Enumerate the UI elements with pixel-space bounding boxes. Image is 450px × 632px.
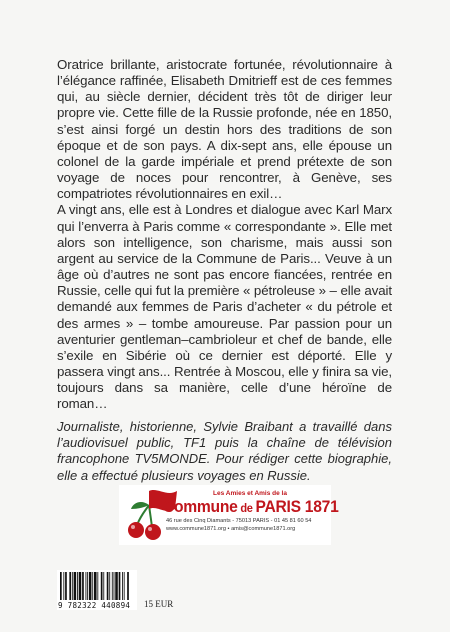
back-cover-blurb <box>57 57 392 412</box>
barcode-bar <box>114 572 115 600</box>
logo-name-de: de <box>237 501 256 515</box>
barcode-bar <box>94 572 97 600</box>
barcode-bar <box>63 572 64 600</box>
barcode-bar <box>74 572 77 600</box>
logo-name <box>163 497 339 517</box>
barcode-bar <box>122 572 123 600</box>
logo-name-paris: PARIS <box>255 497 301 516</box>
barcode-bar <box>69 572 71 600</box>
barcode-bar <box>127 572 129 600</box>
barcode-bar <box>60 572 62 600</box>
barcode-bar <box>124 572 125 600</box>
logo-name-commune: Commune <box>163 497 238 516</box>
price-label: 15 EUR <box>144 599 174 609</box>
barcode-bar <box>92 572 93 600</box>
barcode-bar <box>82 572 84 600</box>
logo-tagline: Les Amies et Amis de la <box>213 490 287 497</box>
barcode-bar <box>72 572 73 600</box>
barcode-bars <box>57 570 137 600</box>
barcode-bar <box>89 572 92 600</box>
logo-address: 46 rue des Cinq Diamants - 75013 PARIS - 01 45 81 60 54 <box>166 518 312 524</box>
logo-name-year: 1871 <box>300 497 339 516</box>
blurb-paragraph: A vingt ans, elle est à Londres et dialogue avec Karl Marx qui l’enverra à Paris comme « correspondante ». Elle met alors son intelligence, son charisme, mais aussi son argent au service de la Commune de Paris... Veuve à un âge où d’autres ne sont pas encore fiancées, rentrée en Russie, celle qui fut la première « pétroleuse » – elle avait demandé aux femmes de Paris d’acheter « du pétrole et des armes » – tombe amoureuse. Par passion pour un aventurier gentleman–cambrioleur et chef de bande, elle s’exile en Sibérie où ce dernier est déporté. Elle y passera vingt ans... Rentrée à Moscou, elle y finira sa vie, toujours dans sa manière, celle d’une héroïne de roman… <box>57 202 392 412</box>
barcode-bar <box>115 572 118 600</box>
author-bio: Journaliste, historienne, Sylvie Braibant a travaillé dans l’audiovisuel public, TF1 puis la chaîne de télévision francophone TV5MONDE. Pour rédiger cette biographie, elle a effectué plusieurs voyages en Russie. <box>57 419 392 483</box>
barcode-bar <box>103 572 104 600</box>
barcode-bar <box>87 572 88 600</box>
publisher-logo <box>119 485 339 545</box>
isbn-digits: 9 782322 440894 <box>58 601 131 610</box>
barcode-bar <box>97 572 98 600</box>
barcode-bar <box>107 572 109 600</box>
barcode-bar <box>65 572 67 600</box>
barcode-bar <box>79 572 82 600</box>
barcode-bar <box>119 572 121 600</box>
barcode-bar <box>101 572 103 600</box>
barcode-bar <box>112 572 113 600</box>
blurb-paragraph: Oratrice brillante, aristocrate fortunée, révolutionnaire à l’élégance raffinée, Elisabeth Dmitrieff est de ces femmes qui, au siècle dernier, décident très tôt de diriger leur propre vie. Cette fille de la Russie profonde, née en 1850, s’est ainsi forgé un destin hors des traditions de son époque et de son pays. A dix-sept ans, elle épouse un colonel de la garde impériale et prend prétexte de son voyage de noces pour rencontrer, à Genève, ses compatriotes révolutionnaires en exil… <box>57 57 392 202</box>
barcode-bar <box>109 572 110 600</box>
logo-web: www.commune1871.org • amis@commune1871.org <box>166 526 296 532</box>
barcode-bar <box>77 572 78 600</box>
barcode-bar <box>86 572 87 600</box>
